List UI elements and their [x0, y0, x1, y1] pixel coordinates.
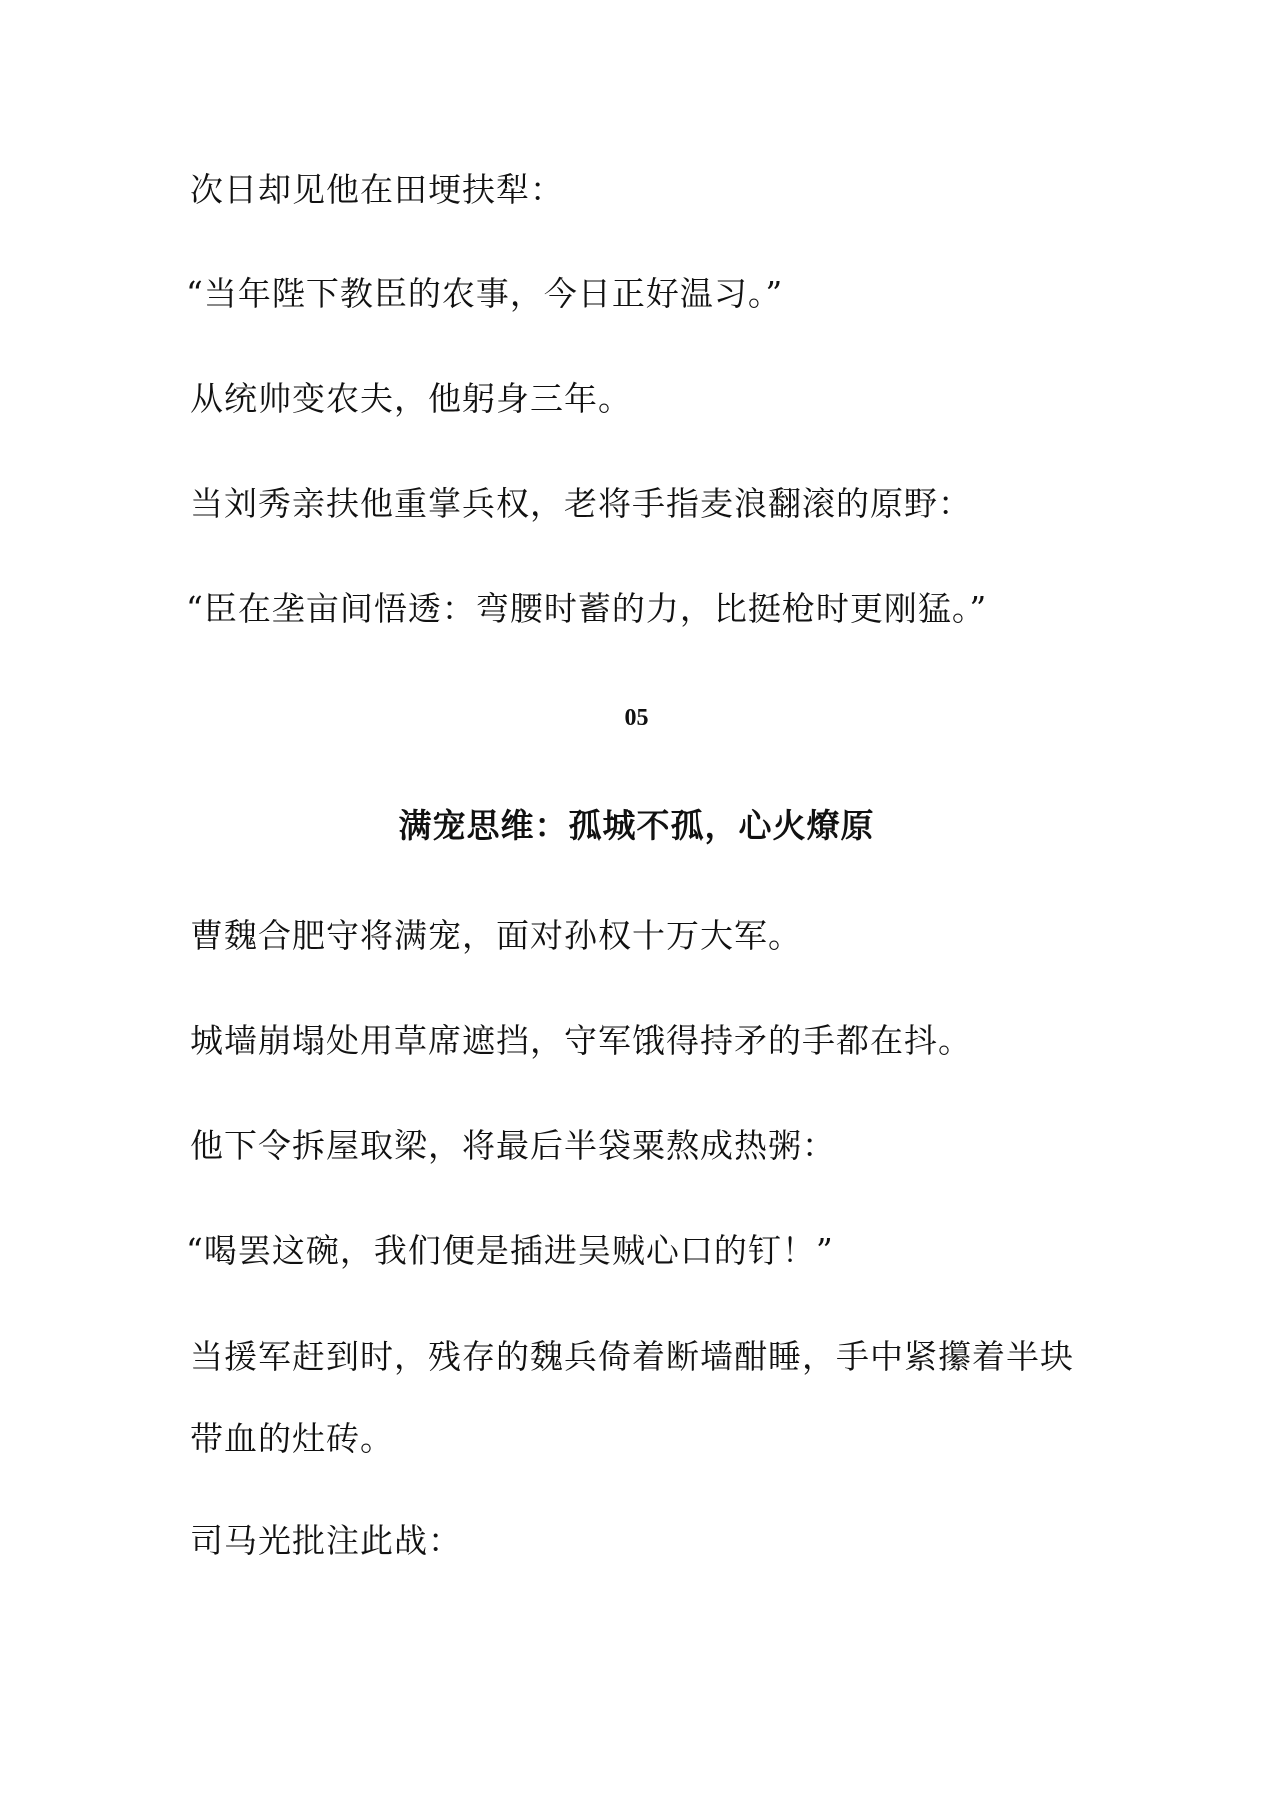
quote-paragraph: “喝罢这碗，我们便是插进吴贼心口的钉！”: [186, 1231, 834, 1270]
paragraph: 当刘秀亲扶他重掌兵权，老将手指麦浪翻滚的原野：: [190, 484, 972, 523]
paragraph: 次日却见他在田埂扶犁：: [190, 170, 564, 209]
section-number: 05: [624, 705, 649, 731]
section-title: 满宠思维：孤城不孤，心火燎原: [398, 806, 875, 845]
paragraph: 曹魏合肥守将满宠，面对孙权十万大军。: [190, 916, 802, 955]
paragraph: 从统帅变农夫，他躬身三年。: [190, 379, 632, 418]
paragraph: 司马光批注此战：: [190, 1521, 462, 1560]
paragraph: 他下令拆屋取梁，将最后半袋粟熬成热粥：: [190, 1126, 836, 1165]
quote-paragraph: “臣在垄亩间悟透：弯腰时蓄的力，比挺枪时更刚猛。”: [186, 589, 988, 628]
quote-paragraph: “当年陛下教臣的农事，今日正好温习。”: [186, 274, 784, 313]
paragraph: 当援军赶到时，残存的魏兵倚着断墙酣睡，手中紧攥着半块带血的灶砖。: [190, 1337, 1074, 1458]
paragraph: 城墙崩塌处用草席遮挡，守军饿得持矛的手都在抖。: [190, 1021, 972, 1060]
